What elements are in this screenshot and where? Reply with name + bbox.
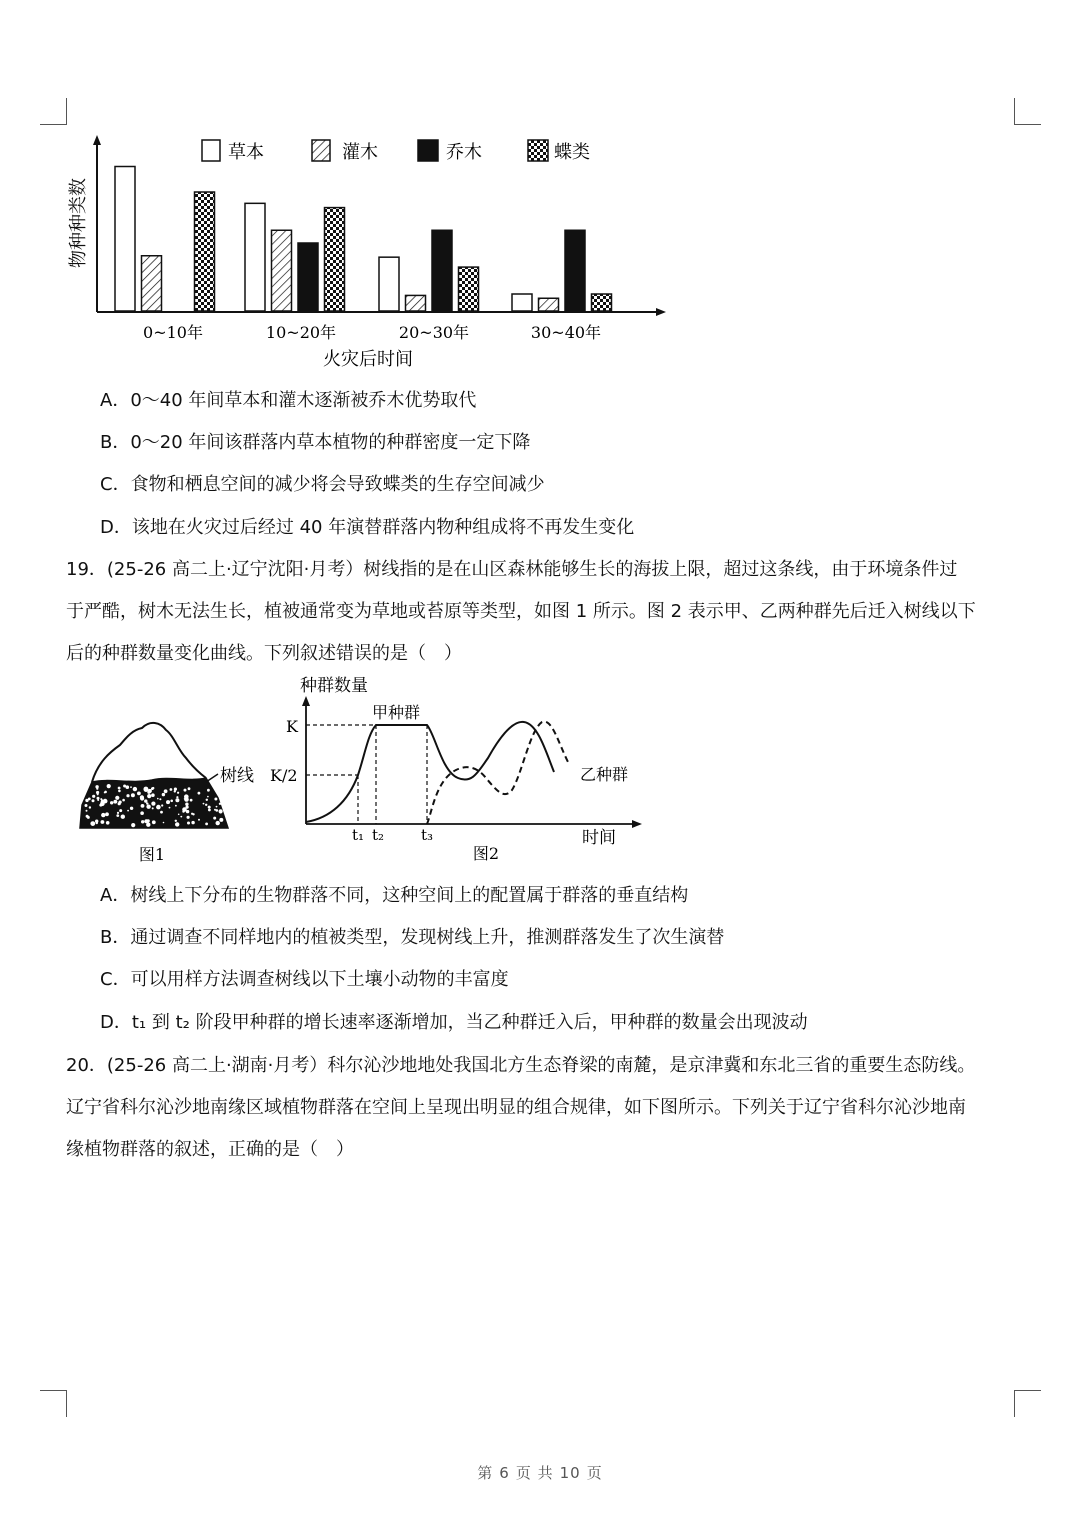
forest-speck bbox=[157, 798, 159, 800]
forest-speck bbox=[219, 818, 223, 822]
forest-speck bbox=[207, 789, 210, 792]
q19-line: 后的种群数量变化曲线。下列叙述错误的是（ ） bbox=[66, 643, 462, 664]
forest-speck bbox=[96, 788, 98, 790]
forest-speck bbox=[85, 799, 88, 802]
forest-speck bbox=[170, 788, 173, 791]
x-tick-label: 0~10年 bbox=[143, 323, 203, 342]
q20-line: 辽宁省科尔沁沙地南缘区域植物群落在空间上呈现出明显的组合规律，如下图所示。下列关于辽宁省科尔沁沙地南 bbox=[66, 1097, 966, 1118]
forest-speck bbox=[206, 799, 208, 801]
q19-option-d: D．t₁ 到 t₂ 阶段甲种群的增长速率逐渐增加，当乙种群迁入后，甲种群的数量会出现波动 bbox=[100, 1012, 808, 1033]
q20-line: 缘植物群落的叙述，正确的是（ ） bbox=[66, 1139, 354, 1160]
q18-option-c: C．食物和栖息空间的减少将会导致蝶类的生存空间减少 bbox=[100, 474, 545, 495]
figure-1-mountain bbox=[70, 710, 270, 870]
page-footer bbox=[0, 1462, 1080, 1483]
mountain-outline bbox=[92, 723, 206, 782]
bar-herb bbox=[115, 167, 135, 312]
forest-speck bbox=[127, 810, 129, 812]
forest-speck bbox=[152, 807, 154, 809]
fig2-x-axis-arrow bbox=[632, 820, 642, 828]
bar-butterfly bbox=[592, 294, 612, 311]
forest-speck bbox=[151, 793, 155, 797]
forest-speck bbox=[198, 819, 200, 821]
forest-speck bbox=[187, 822, 190, 825]
forest-speck bbox=[130, 807, 133, 810]
forest-speck bbox=[174, 788, 177, 791]
forest-speck bbox=[115, 796, 119, 800]
bar-butterfly bbox=[325, 208, 345, 311]
forest-speck bbox=[101, 820, 105, 824]
legend-swatch-butterfly bbox=[528, 140, 548, 161]
bar-group bbox=[115, 167, 612, 312]
succession-bar-chart bbox=[60, 125, 680, 375]
species-a-curve bbox=[306, 722, 554, 822]
forest-speck bbox=[106, 821, 110, 825]
forest-speck bbox=[105, 812, 109, 816]
legend-swatch-shrub bbox=[312, 140, 330, 161]
forest-speck bbox=[214, 809, 216, 811]
forest-speck bbox=[90, 821, 95, 826]
forest-speck bbox=[160, 811, 163, 814]
forest-speck bbox=[85, 804, 88, 807]
q20-stem bbox=[66, 1045, 1026, 1171]
forest-speck bbox=[178, 814, 180, 816]
bar-shrub bbox=[142, 256, 162, 311]
species-b-curve bbox=[427, 722, 568, 824]
bar-tree bbox=[298, 243, 318, 311]
treeline-pointer bbox=[206, 774, 218, 782]
q19-option-b: B．通过调查不同样地内的植被类型，发现树线上升，推测群落发生了次生演替 bbox=[100, 927, 725, 948]
forest-speck bbox=[190, 799, 193, 802]
forest-speck bbox=[176, 796, 178, 798]
forest-speck bbox=[100, 798, 102, 800]
forest-speck bbox=[152, 820, 156, 824]
figure-1-caption: 图1 bbox=[138, 845, 166, 864]
crop-mark-bottom-left bbox=[40, 1390, 67, 1417]
forest-speck bbox=[163, 822, 165, 824]
forest-speck bbox=[144, 819, 148, 823]
legend-label-shrub: 灌木 bbox=[342, 142, 378, 163]
forest-speck bbox=[208, 806, 211, 809]
forest-speck bbox=[141, 804, 145, 808]
forest-speck bbox=[137, 792, 141, 796]
forest-speck bbox=[148, 820, 150, 822]
forest-speck bbox=[126, 794, 129, 797]
forest-speck bbox=[198, 792, 201, 795]
legend-label-herb: 草本 bbox=[228, 142, 264, 163]
fig2-k-label: K bbox=[286, 717, 298, 736]
x-tick-label: 20~30年 bbox=[398, 323, 470, 342]
q18-option-a: A．0～40 年间草本和灌木逐渐被乔木优势取代 bbox=[100, 390, 477, 411]
footer-suffix: 页 bbox=[586, 1464, 603, 1482]
fig2-y-axis-arrow bbox=[302, 696, 310, 706]
forest-speck bbox=[133, 787, 137, 791]
footer-page-number: 6 bbox=[499, 1464, 510, 1482]
forest-speck bbox=[97, 799, 99, 801]
forest-speck bbox=[191, 813, 193, 815]
fig2-x-axis-label: 时间 bbox=[582, 828, 616, 848]
legend-label-butterfly: 蝶类 bbox=[554, 142, 590, 163]
q18-option-b: B．0～20 年间该群落内草本植物的种群密度一定下降 bbox=[100, 432, 531, 453]
forest-speck bbox=[122, 799, 125, 802]
q19-line: 19．(25-26 高二上·辽宁沈阳·月考）树线指的是在山区森林能够生长的海拔上限，超过这条线，由于环境条件过 bbox=[66, 559, 958, 580]
forest-speck bbox=[175, 822, 179, 826]
footer-prefix: 第 bbox=[477, 1464, 494, 1482]
q19-option-c: C．可以用样方法调查树线以下土壤小动物的丰富度 bbox=[100, 969, 509, 990]
forest-speck bbox=[119, 809, 122, 812]
bar-butterfly bbox=[195, 192, 215, 311]
bar-herb bbox=[245, 203, 265, 311]
forest-speck bbox=[208, 809, 211, 812]
forest-speck bbox=[162, 793, 165, 796]
forest-speck bbox=[205, 823, 208, 826]
forest-speck bbox=[131, 793, 135, 797]
forest-speck bbox=[123, 785, 126, 788]
forest-speck bbox=[205, 804, 207, 806]
forest-speck bbox=[174, 790, 176, 792]
y-axis-arrow bbox=[93, 135, 101, 145]
bar-butterfly bbox=[459, 267, 479, 311]
forest-speck bbox=[117, 812, 119, 814]
x-axis-label: 火灾后时间 bbox=[323, 349, 413, 370]
bar-tree bbox=[432, 230, 452, 311]
t2-label: t₂ bbox=[372, 826, 385, 844]
forest-speck bbox=[97, 793, 99, 795]
q18-option-d: D．该地在火灾过后经过 40 年演替群落内物种组成将不再发生变化 bbox=[100, 517, 635, 538]
forest-speck bbox=[146, 802, 148, 804]
forest-speck bbox=[89, 806, 91, 808]
figure-2-population-curves bbox=[260, 672, 660, 872]
forest-speck bbox=[131, 823, 135, 827]
forest-speck bbox=[191, 821, 194, 824]
forest-speck bbox=[170, 800, 173, 803]
bar-herb bbox=[379, 257, 399, 311]
bar-shrub bbox=[539, 298, 559, 311]
forest-speck bbox=[92, 799, 95, 802]
y-axis-label: 物种种类数 bbox=[68, 178, 89, 268]
forest-speck bbox=[121, 815, 125, 819]
forest-speck bbox=[175, 820, 177, 822]
forest-speck bbox=[86, 810, 88, 812]
forest-speck bbox=[184, 798, 186, 800]
forest-speck bbox=[144, 799, 147, 802]
crop-mark-top-left bbox=[40, 98, 67, 125]
forest-speck bbox=[180, 816, 182, 818]
forest-speck bbox=[220, 811, 222, 813]
forest-speck bbox=[203, 803, 205, 805]
forest-speck bbox=[214, 798, 217, 801]
forest-speck bbox=[177, 792, 179, 794]
forest-speck bbox=[116, 814, 119, 817]
x-axis-arrow bbox=[656, 308, 666, 316]
forest-speck bbox=[119, 801, 122, 804]
footer-middle: 页 共 bbox=[515, 1464, 554, 1482]
forest-speck bbox=[216, 806, 218, 808]
forest-speck bbox=[147, 791, 150, 794]
forest-speck bbox=[103, 799, 108, 804]
forest-speck bbox=[168, 801, 170, 803]
bar-tree bbox=[565, 230, 585, 311]
forest-speck bbox=[144, 787, 149, 792]
legend-swatch-tree bbox=[418, 140, 438, 161]
forest-speck bbox=[99, 804, 102, 807]
species-a-label: 甲种群 bbox=[372, 703, 421, 722]
forest-speck bbox=[104, 791, 107, 794]
forest-speck bbox=[213, 817, 216, 820]
forest-speck bbox=[207, 796, 209, 798]
forest-speck bbox=[140, 811, 144, 815]
forest-speck bbox=[107, 784, 111, 788]
q19-stem bbox=[66, 549, 1026, 675]
forest-speck bbox=[116, 801, 118, 803]
forest-speck bbox=[156, 805, 161, 810]
forest-speck bbox=[175, 798, 179, 802]
forest-speck bbox=[118, 787, 121, 790]
forest-speck bbox=[216, 821, 220, 825]
forest-speck bbox=[161, 804, 163, 806]
q20-line: 20．(25-26 高二上·湖南·月考）科尔沁沙地地处我国北方生态脊梁的南麓，是京津冀和东北三省的重要生态防线。 bbox=[66, 1055, 976, 1076]
forest-speck bbox=[147, 794, 151, 798]
forest-speck bbox=[152, 802, 155, 805]
forest-speck bbox=[185, 803, 188, 806]
forest-speck bbox=[164, 789, 168, 793]
forest-speck bbox=[151, 787, 154, 790]
legend-label-tree: 乔木 bbox=[446, 142, 482, 163]
q19-option-a: A．树线上下分布的生物群落不同，这种空间上的配置属于群落的垂直结构 bbox=[100, 885, 689, 906]
t3-label: t₃ bbox=[421, 826, 434, 844]
x-tick-label: 30~40年 bbox=[530, 323, 602, 342]
forest-speck bbox=[219, 803, 221, 805]
t1-label: t₁ bbox=[352, 826, 365, 844]
forest-speck bbox=[146, 805, 150, 809]
forest-speck bbox=[92, 795, 95, 798]
forest-speck bbox=[186, 806, 189, 809]
crop-mark-top-right bbox=[1014, 98, 1041, 125]
bar-shrub bbox=[272, 230, 292, 311]
legend-swatch-herb bbox=[202, 140, 220, 161]
bar-herb bbox=[512, 294, 532, 311]
treeline-label: 树线 bbox=[220, 766, 254, 786]
forest-speck bbox=[118, 790, 121, 793]
forest-speck bbox=[110, 801, 113, 804]
forest-speck bbox=[96, 822, 98, 824]
forest-speck bbox=[101, 813, 105, 817]
forest-speck bbox=[159, 798, 161, 800]
forest-speck bbox=[87, 816, 90, 819]
forest-speck bbox=[184, 789, 187, 792]
fig2-k2-label: K/2 bbox=[270, 766, 298, 785]
forest-speck bbox=[140, 796, 144, 800]
fig2-y-axis-label: 种群数量 bbox=[300, 676, 368, 696]
forest-speck bbox=[141, 820, 144, 823]
q19-line: 于严酷，树木无法生长，植被通常变为草地或苔原等类型，如图 1 所示。图 2 表示甲、乙两种群先后迁入树线以下 bbox=[66, 601, 976, 622]
forest-speck bbox=[130, 786, 132, 788]
species-b-label: 乙种群 bbox=[580, 765, 629, 784]
forest-speck bbox=[169, 807, 171, 809]
forest-speck bbox=[187, 816, 190, 819]
crop-mark-bottom-right bbox=[1014, 1390, 1041, 1417]
footer-total-pages: 10 bbox=[559, 1464, 581, 1482]
forest-speck bbox=[175, 805, 177, 807]
bar-shrub bbox=[406, 295, 426, 311]
x-tick-label: 10~20年 bbox=[265, 323, 337, 342]
forest-speck bbox=[188, 787, 191, 790]
figure-2-caption: 图2 bbox=[472, 844, 500, 863]
